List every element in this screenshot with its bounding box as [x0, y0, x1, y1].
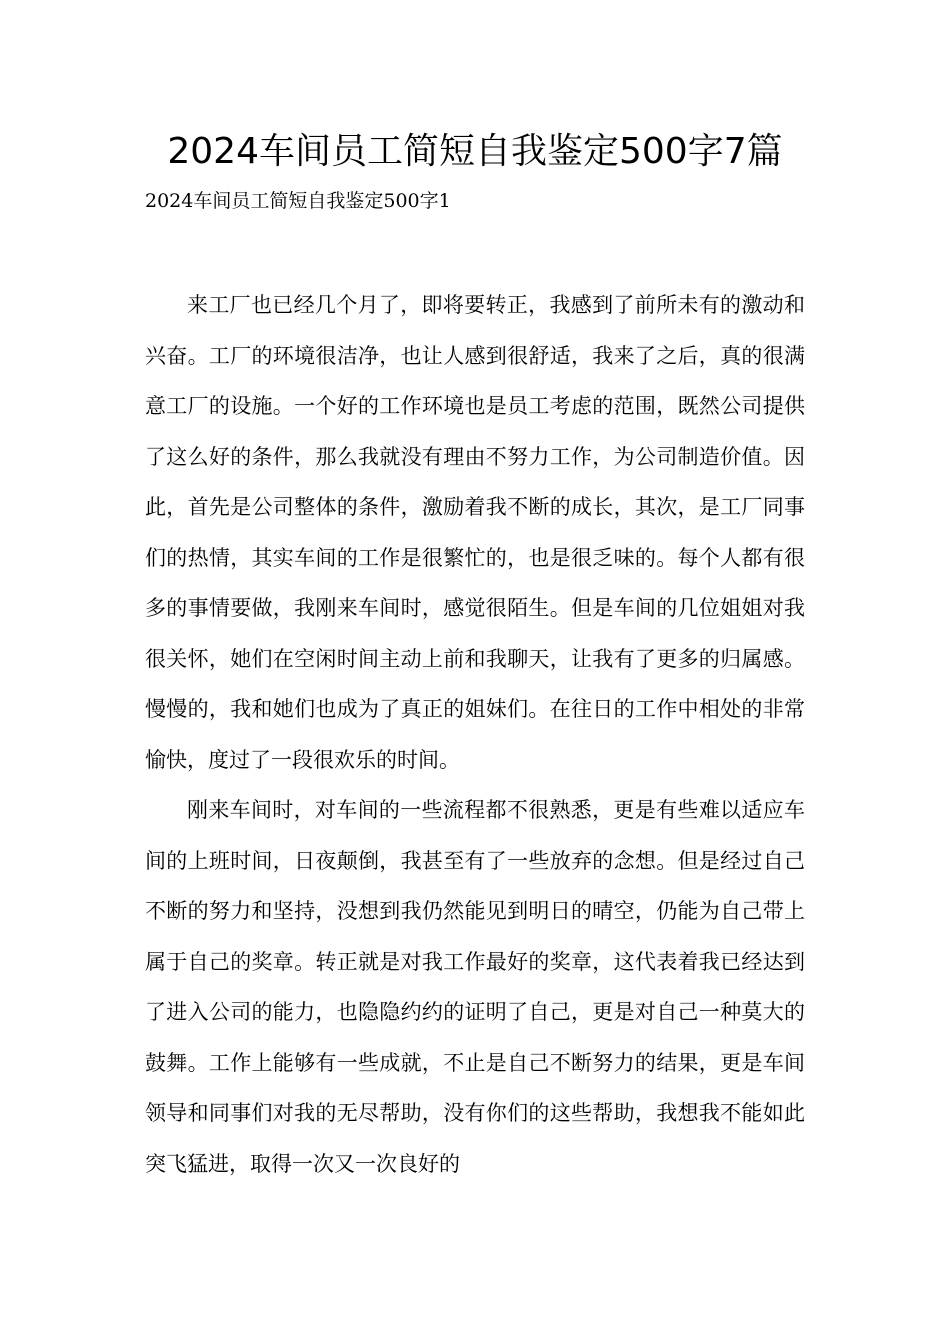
document-body — [145, 280, 805, 1189]
body-paragraph: 刚来车间时，对车间的一些流程都不很熟悉，更是有些难以适应车间的上班时间，日夜颠倒，我甚至有了一些放弃的念想。但是经过自己不断的努力和坚持，没想到我仍然能见到明日的晴空，仍能为自己带上属于自己的奖章。转正就是对我工作最好的奖章，这代表着我已经达到了进入公司的能力，也隐隐约约的证明了自己，更是对自己一种莫大的鼓舞。工作上能够有一些成就，不止是自己不断努力的结果，更是车间领导和同事们对我的无尽帮助，没有你们的这些帮助，我想我不能如此突飞猛进，取得一次又一次良好的 — [145, 798, 805, 1176]
document-title: 2024车间员工简短自我鉴定500字7篇 — [167, 131, 783, 172]
section-subtitle: 2024车间员工简短自我鉴定500字1 — [145, 190, 451, 212]
body-paragraph: 来工厂也已经几个月了，即将要转正，我感到了前所未有的激动和兴奋。工厂的环境很洁净，也让人感到很舒适，我来了之后，真的很满意工厂的设施。一个好的工作环境也是员工考虑的范围，既然公司提供了这么好的条件，那么我就没有理由不努力工作，为公司制造价值。因此，首先是公司整体的条件，激励着我不断的成长，其次，是工厂同事们的热情，其实车间的工作是很繁忙的，也是很乏味的。每个人都有很多的事情要做，我刚来车间时，感觉很陌生。但是车间的几位姐姐对我很关怀，她们在空闲时间主动上前和我聊天，让我有了更多的归属感。慢慢的，我和她们也成为了真正的姐妹们。在往日的工作中相处的非常愉快，度过了一段很欢乐的时间。 — [145, 293, 805, 772]
